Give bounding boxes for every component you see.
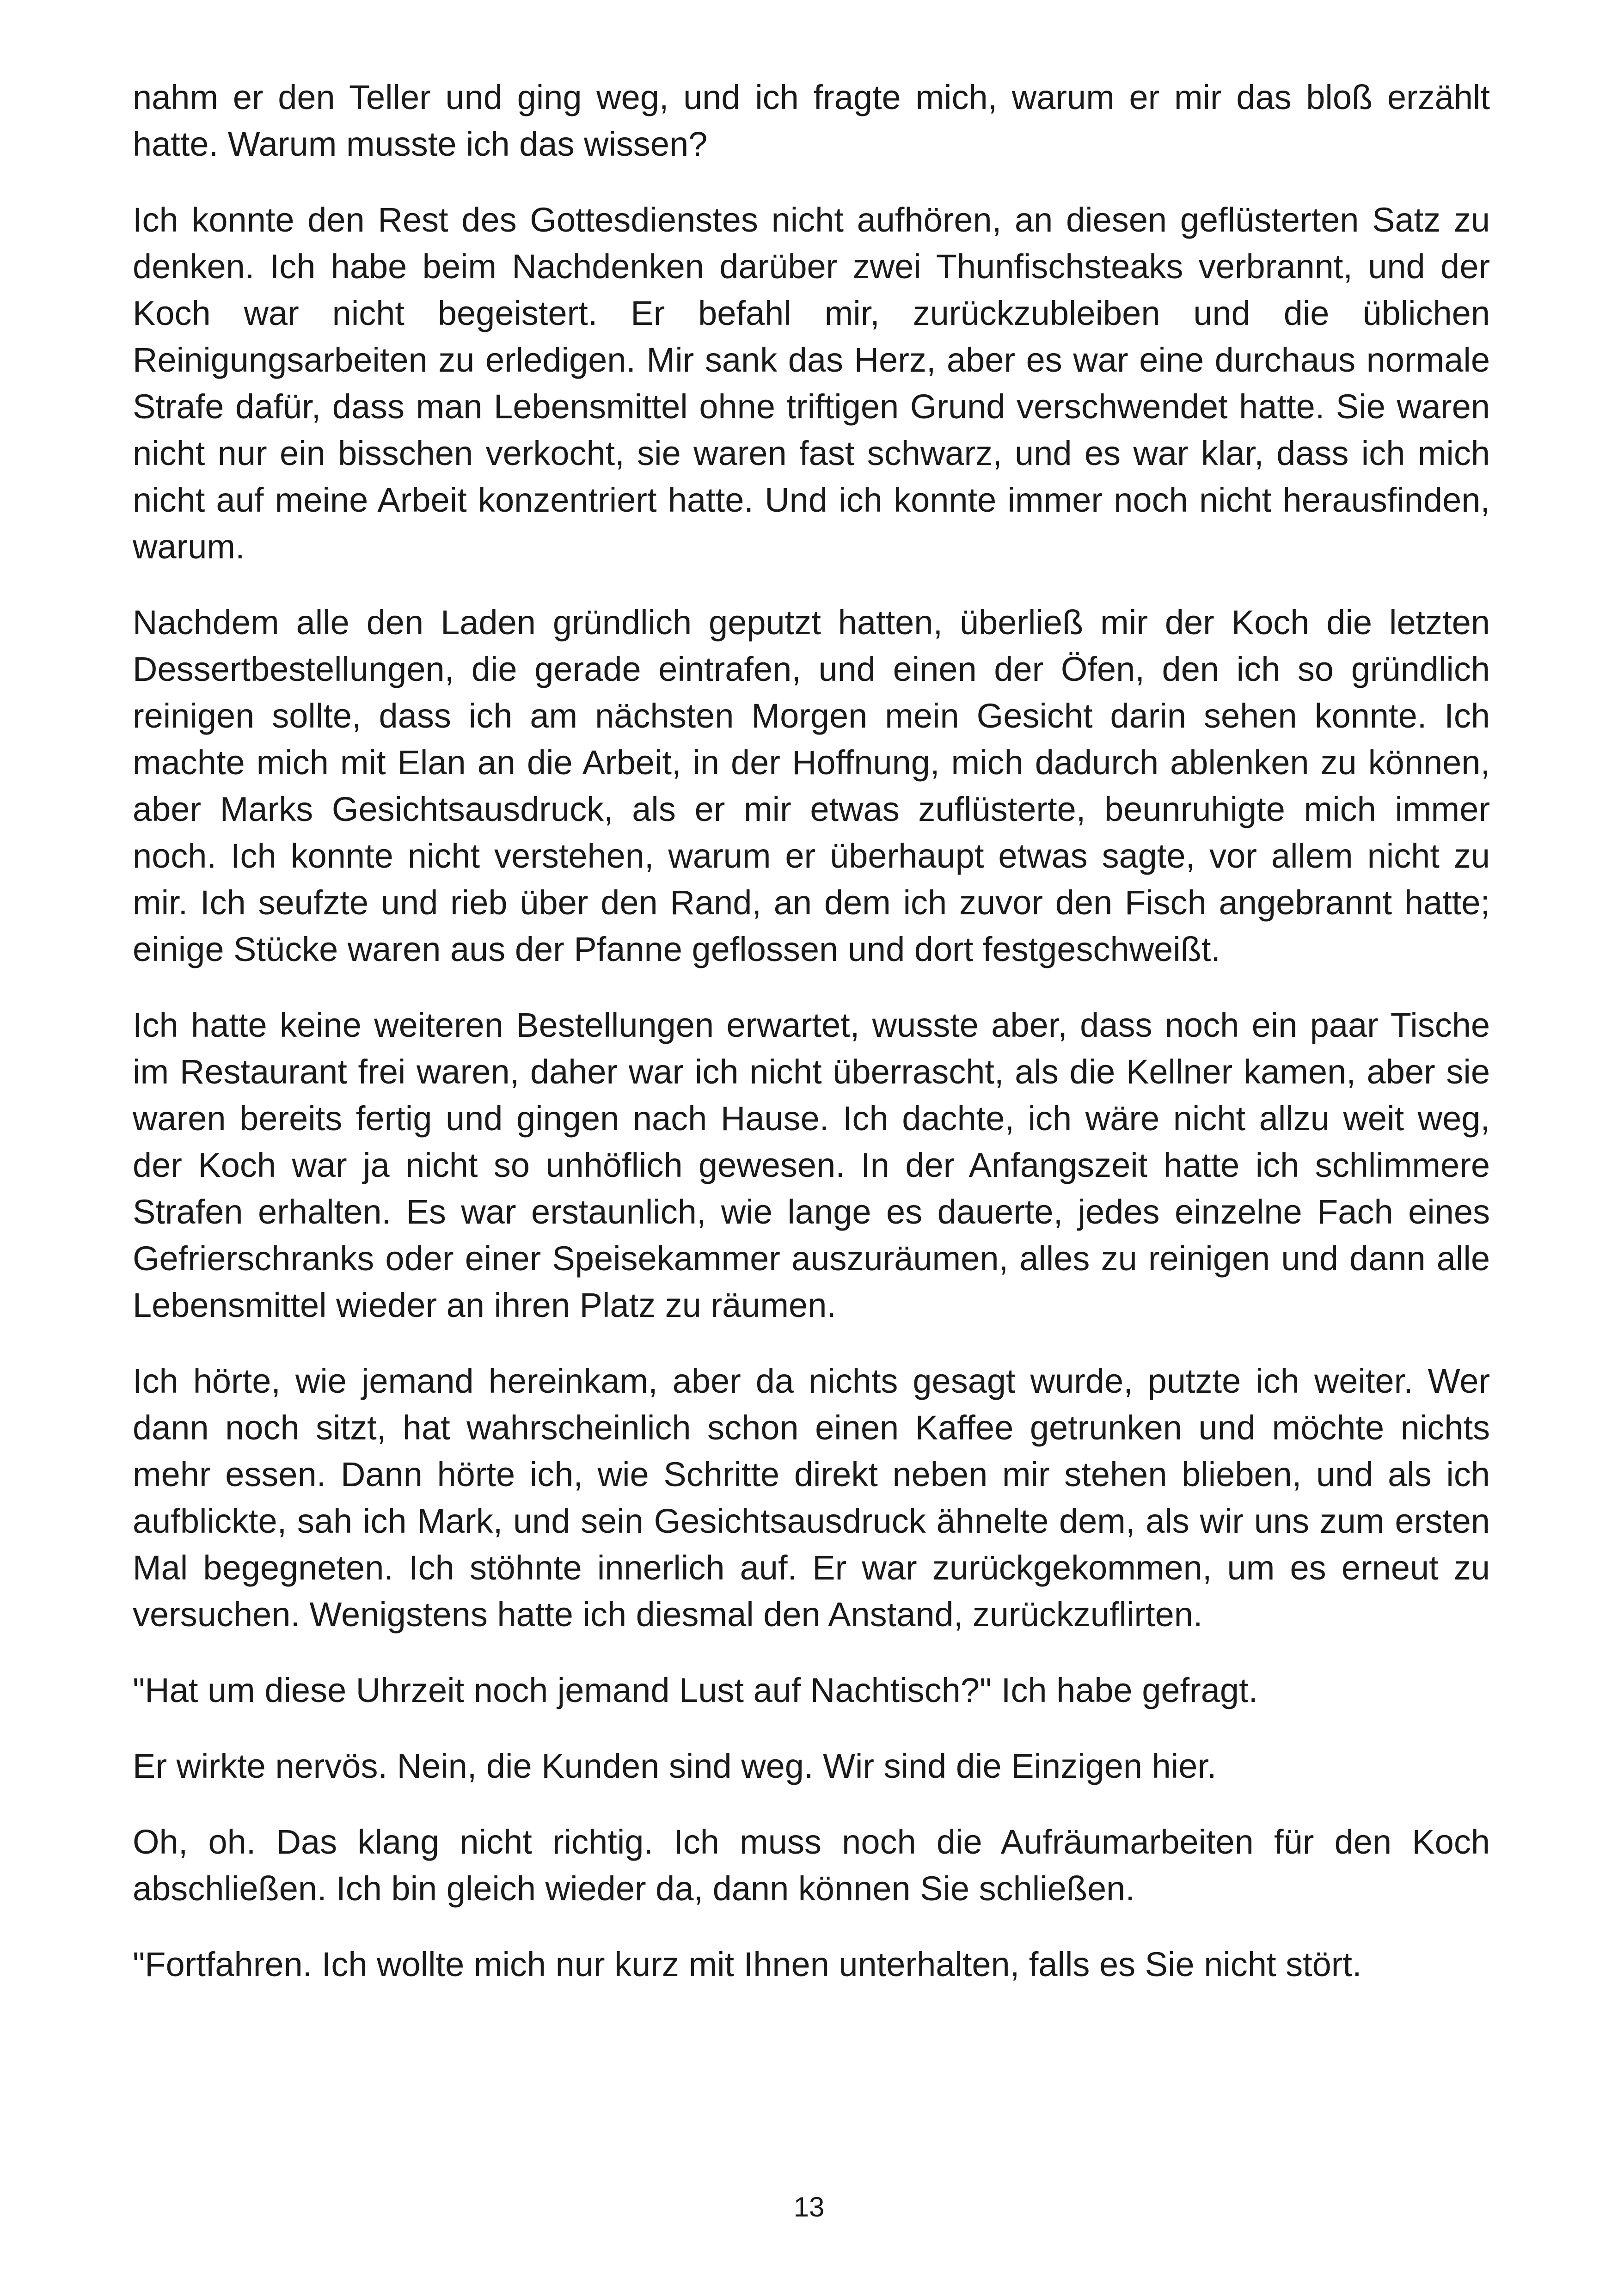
paragraph: Ich hörte, wie jemand hereinkam, aber da nichts gesagt wurde, putzte ich weiter. Wer dann noch sitzt, hat wahrscheinlich schon einen Kaffee getrunken und möchte nichts mehr essen. Dann hörte ich, wie Schritte direkt neben mir stehen blieben, und als ich aufblickte, sah ich Mark, und sein Gesichtsausdruck ähnelte dem, als wir uns zum ersten Mal begegneten. Ich stöhnte innerlich auf. Er war zurückgekommen, um es erneut zu versuchen. Wenigstens hatte ich diesmal den Anstand, zurückzuflirten. — [133, 1362, 1490, 1634]
paragraph: Er wirkte nervös. Nein, die Kunden sind weg. Wir sind die Einzigen hier. — [133, 1747, 1217, 1785]
paragraph: Nachdem alle den Laden gründlich geputzt hatten, überließ mir der Koch die letzten Dessertbestellungen, die gerade eintrafen, und einen der Öfen, den ich so gründlich reinigen sollte, dass ich am nächsten Morgen mein Gesicht darin sehen konnte. Ich machte mich mit Elan an die Arbeit, in der Hoffnung, mich dadurch ablenken zu können, aber Marks Gesichtsausdruck, als er mir etwas zuflüsterte, beunruhigte mich immer noch. Ich konnte nicht verstehen, warum er überhaupt etwas sagte, vor allem nicht zu mir. Ich seufzte und rieb über den Rand, an dem ich zuvor den Fisch angebrannt hatte; einige Stücke waren aus der Pfanne geflossen und dort festgeschweißt. — [133, 603, 1490, 968]
paragraph: Oh, oh. Das klang nicht richtig. Ich muss noch die Aufräumarbeiten für den Koch abschließen. Ich bin gleich wieder da, dann können Sie schließen. — [133, 1823, 1490, 1908]
page-number: 13 — [793, 2192, 825, 2223]
paragraph: "Hat um diese Uhrzeit noch jemand Lust auf Nachtisch?" Ich habe gefragt. — [133, 1671, 1258, 1709]
paragraph: Ich konnte den Rest des Gottesdienstes nicht aufhören, an diesen geflüsterten Satz zu denken. Ich habe beim Nachdenken darüber zwei Thunfischsteaks verbrannt, und der Koch war nicht begeistert. Er befahl mir, zurückzubleiben und die üblichen Reinigungsarbeiten zu erledigen. Mir sank das Herz, aber es war eine durchaus normale Strafe dafür, dass man Lebensmittel ohne triftigen Grund verschwendet hatte. Sie waren nicht nur ein bisschen verkocht, sie waren fast schwarz, und es war klar, dass ich mich nicht auf meine Arbeit konzentriert hatte. Und ich konnte immer noch nicht herausfinden, warum. — [133, 201, 1490, 566]
paragraph: Ich hatte keine weiteren Bestellungen erwartet, wusste aber, dass noch ein paar Tische im Restaurant frei waren, daher war ich nicht überrascht, als die Kellner kamen, aber sie waren bereits fertig und gingen nach Hause. Ich dachte, ich wäre nicht allzu weit weg, der Koch war ja nicht so unhöflich gewesen. In der Anfangszeit hatte ich schlimmere Strafen erhalten. Es war erstaunlich, wie lange es dauerte, jedes einzelne Fach eines Gefrierschranks oder einer Speisekammer auszuräumen, alles zu reinigen und dann alle Lebensmittel wieder an ihren Platz zu räumen. — [133, 1006, 1490, 1324]
paragraph: nahm er den Teller und ging weg, und ich fragte mich, warum er mir das bloß erzählt hatte. Warum musste ich das wissen? — [133, 78, 1490, 163]
paragraph: "Fortfahren. Ich wollte mich nur kurz mit Ihnen unterhalten, falls es Sie nicht stört. — [133, 1945, 1362, 1984]
body-text — [133, 74, 1490, 1988]
